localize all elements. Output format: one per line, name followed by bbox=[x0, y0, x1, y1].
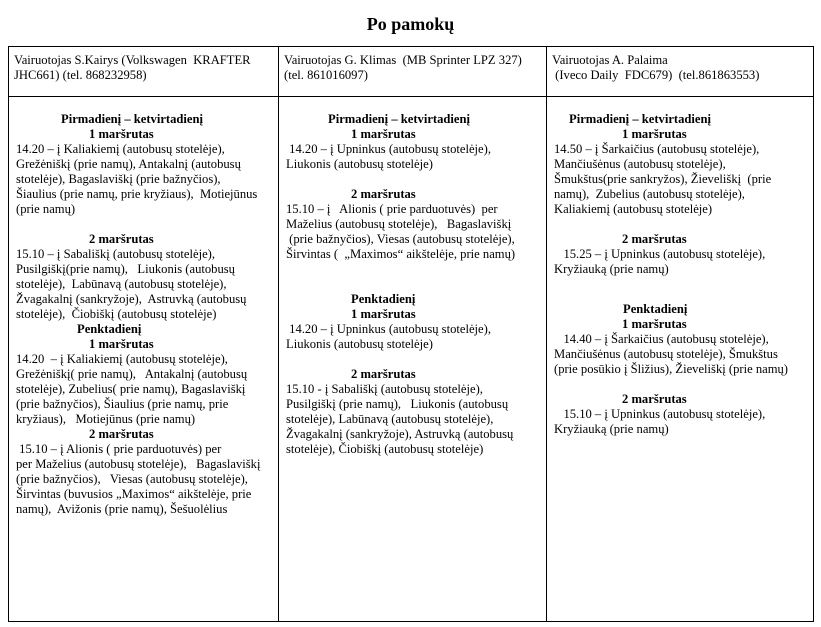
route-stop-line: (prie namų) bbox=[16, 202, 76, 216]
driver-info-line: Vairuotojas S.Kairys (Volkswagen KRAFTER bbox=[14, 53, 251, 67]
route-stop-line: Žvagakalnį (sankryžoje), Astruvką (autobusų bbox=[16, 292, 247, 306]
route-stop-line: Kaliakiemį (autobusų stotelėje) bbox=[554, 202, 713, 216]
route-number-heading: 2 maršrutas bbox=[89, 232, 154, 246]
route-stop-line: per Maželius (autobusų stotelėje), Bagaslaviškį bbox=[16, 457, 261, 471]
route-number-heading: 1 maršrutas bbox=[351, 127, 416, 141]
route-number-heading: 2 maršrutas bbox=[351, 187, 416, 201]
route-stop-line: 15.10 – į Upninkus (autobusų stotelėje), bbox=[554, 407, 766, 421]
route-list bbox=[547, 97, 813, 621]
route-number-heading: 2 maršrutas bbox=[622, 232, 687, 246]
day-heading: Pirmadienį – ketvirtadienį bbox=[61, 112, 204, 126]
route-stop-line: stotelėje), Labūnavą (autobusų stotelėje), bbox=[16, 277, 227, 291]
route-number-heading: 2 maršrutas bbox=[622, 392, 687, 406]
route-number-heading: 1 maršrutas bbox=[89, 337, 154, 351]
route-stop-line: Šmukštus(prie sankryžos), Žieveliškį (prie bbox=[554, 172, 772, 186]
route-stop-line: (prie bažnyčios), Viesas (autobusų stotelėje), bbox=[286, 232, 515, 246]
route-number-heading: 1 maršrutas bbox=[622, 127, 687, 141]
route-stop-line: stotelėje), Bagaslaviškį (prie bažnyčios), bbox=[16, 172, 221, 186]
route-stop-line: 14.40 – į Šarkaičius (autobusų stotelėje), bbox=[554, 332, 769, 346]
route-list bbox=[279, 97, 546, 621]
route-number-heading: 1 maršrutas bbox=[89, 127, 154, 141]
driver-header bbox=[279, 47, 546, 97]
driver-header bbox=[9, 47, 278, 97]
route-stop-line: (prie bažnyčios), Šiaulius (prie namų, prie bbox=[16, 397, 229, 411]
driver-column-1 bbox=[9, 47, 278, 621]
route-stop-line: Grežėniškį (prie namų), Antakalnį (autobusų bbox=[16, 157, 241, 171]
route-stop-line: 14.20 – į Kaliakiemį (autobusų stotelėje), bbox=[16, 352, 228, 366]
route-stop-line: Liukonis (autobusų stotelėje) bbox=[286, 337, 433, 351]
driver-info-line: (tel. 861016097) bbox=[284, 68, 368, 82]
route-stop-line: 15.10 – į Sabališkį (autobusų stotelėje), bbox=[16, 247, 216, 261]
route-stop-line: Kryžiauką (prie namų) bbox=[554, 262, 669, 276]
driver-column-2 bbox=[278, 47, 546, 621]
route-stop-line: 15.25 – į Upninkus (autobusų stotelėje), bbox=[554, 247, 766, 261]
route-stop-line: stotelėje), Čiobiškį (autobusų stotelėje) bbox=[286, 442, 484, 456]
driver-column-3 bbox=[546, 47, 813, 621]
route-stop-line: (prie bažnyčios), Viesas (autobusų stotelėje), bbox=[16, 472, 248, 486]
route-stop-line: kryžiaus), Motiejūnus (prie namų) bbox=[16, 412, 196, 426]
page-title: Po pamokų bbox=[366, 14, 455, 34]
day-heading: Pirmadienį – ketvirtadienį bbox=[569, 112, 712, 126]
day-heading: Penktadienį bbox=[77, 322, 142, 336]
route-number-heading: 2 maršrutas bbox=[89, 427, 154, 441]
route-stop-line: namų), Zubelius (autobusų stotelėje), bbox=[554, 187, 745, 201]
route-number-heading: 1 maršrutas bbox=[351, 307, 416, 321]
route-stop-line: (prie posūkio į Šližius), Žieveliškį (prie namų) bbox=[554, 362, 788, 376]
route-number-heading: 2 maršrutas bbox=[351, 367, 416, 381]
route-stop-line: Kryžiauką (prie namų) bbox=[554, 422, 669, 436]
route-stop-line: 15.10 – į Alionis ( prie parduotuvės) per bbox=[16, 442, 222, 456]
driver-header bbox=[547, 47, 813, 97]
day-heading: Pirmadienį – ketvirtadienį bbox=[328, 112, 471, 126]
driver-info-line: (Iveco Daily FDC679) (tel.861863553) bbox=[552, 68, 760, 82]
driver-info-line: Vairuotojas G. Klimas (MB Sprinter LPZ 327) bbox=[284, 53, 522, 67]
driver-info-line: Vairuotojas A. Palaima bbox=[552, 53, 668, 67]
route-stop-line: 14.50 – į Šarkaičius (autobusų stotelėje), bbox=[554, 142, 760, 156]
route-stop-line: 15.10 – į Alionis ( prie parduotuvės) per bbox=[286, 202, 498, 216]
route-stop-line: Mančiušėnus (autobusų stotelėje), bbox=[554, 157, 726, 171]
driver-info-line: JHC661) (tel. 868232958) bbox=[14, 68, 147, 82]
route-stop-line: Grežėniškį( prie namų), Antakalnį (autobusų bbox=[16, 367, 248, 381]
route-stop-line: stotelėje), Čiobiškį (autobusų stotelėje) bbox=[16, 307, 217, 321]
route-stop-line: Liukonis (autobusų stotelėje) bbox=[286, 157, 433, 171]
route-stop-line: 15.10 - į Sabališkį (autobusų stotelėje), bbox=[286, 382, 483, 396]
route-stop-line: stotelėje), Zubelius( prie namų), Bagaslaviškį bbox=[16, 382, 246, 396]
route-number-heading: 1 maršrutas bbox=[622, 317, 687, 331]
route-stop-line: Pusilgiškį(prie namų), Liukonis (autobusų bbox=[16, 262, 235, 276]
day-heading: Penktadienį bbox=[623, 302, 688, 316]
route-stop-line: 14.20 – į Upninkus (autobusų stotelėje), bbox=[286, 322, 491, 336]
day-heading: Penktadienį bbox=[351, 292, 416, 306]
route-stop-line: Žvagakalnį (sankryžoje), Astruvką (autobusų bbox=[286, 427, 514, 441]
route-stop-line: Pusilgiškį (prie namų), Liukonis (autobusų bbox=[286, 397, 509, 411]
route-stop-line: stotelėje), Labūnavą (autobusų stotelėje), bbox=[286, 412, 494, 426]
schedule-table bbox=[8, 46, 814, 622]
route-stop-line: namų), Avižonis (prie namų), Šešuolėlius bbox=[16, 502, 228, 516]
route-list bbox=[9, 97, 278, 621]
route-stop-line: Šiaulius (prie namų, prie kryžiaus), Motiejūnus bbox=[16, 187, 258, 201]
route-stop-line: Maželius (autobusų stotelėje), Bagaslaviškį bbox=[286, 217, 512, 231]
route-stop-line: 14.20 – į Upninkus (autobusų stotelėje), bbox=[286, 142, 491, 156]
route-stop-line: Širvintas ( „Maximos“ aikštelėje, prie namų) bbox=[286, 247, 516, 261]
route-stop-line: Širvintas (buvusios „Maximos“ aikštelėje, prie bbox=[16, 487, 252, 501]
route-stop-line: Mančiušėnus (autobusų stotelėje), Šmukštus bbox=[554, 347, 778, 361]
route-stop-line: 14.20 – į Kaliakiemį (autobusų stotelėje), bbox=[16, 142, 225, 156]
